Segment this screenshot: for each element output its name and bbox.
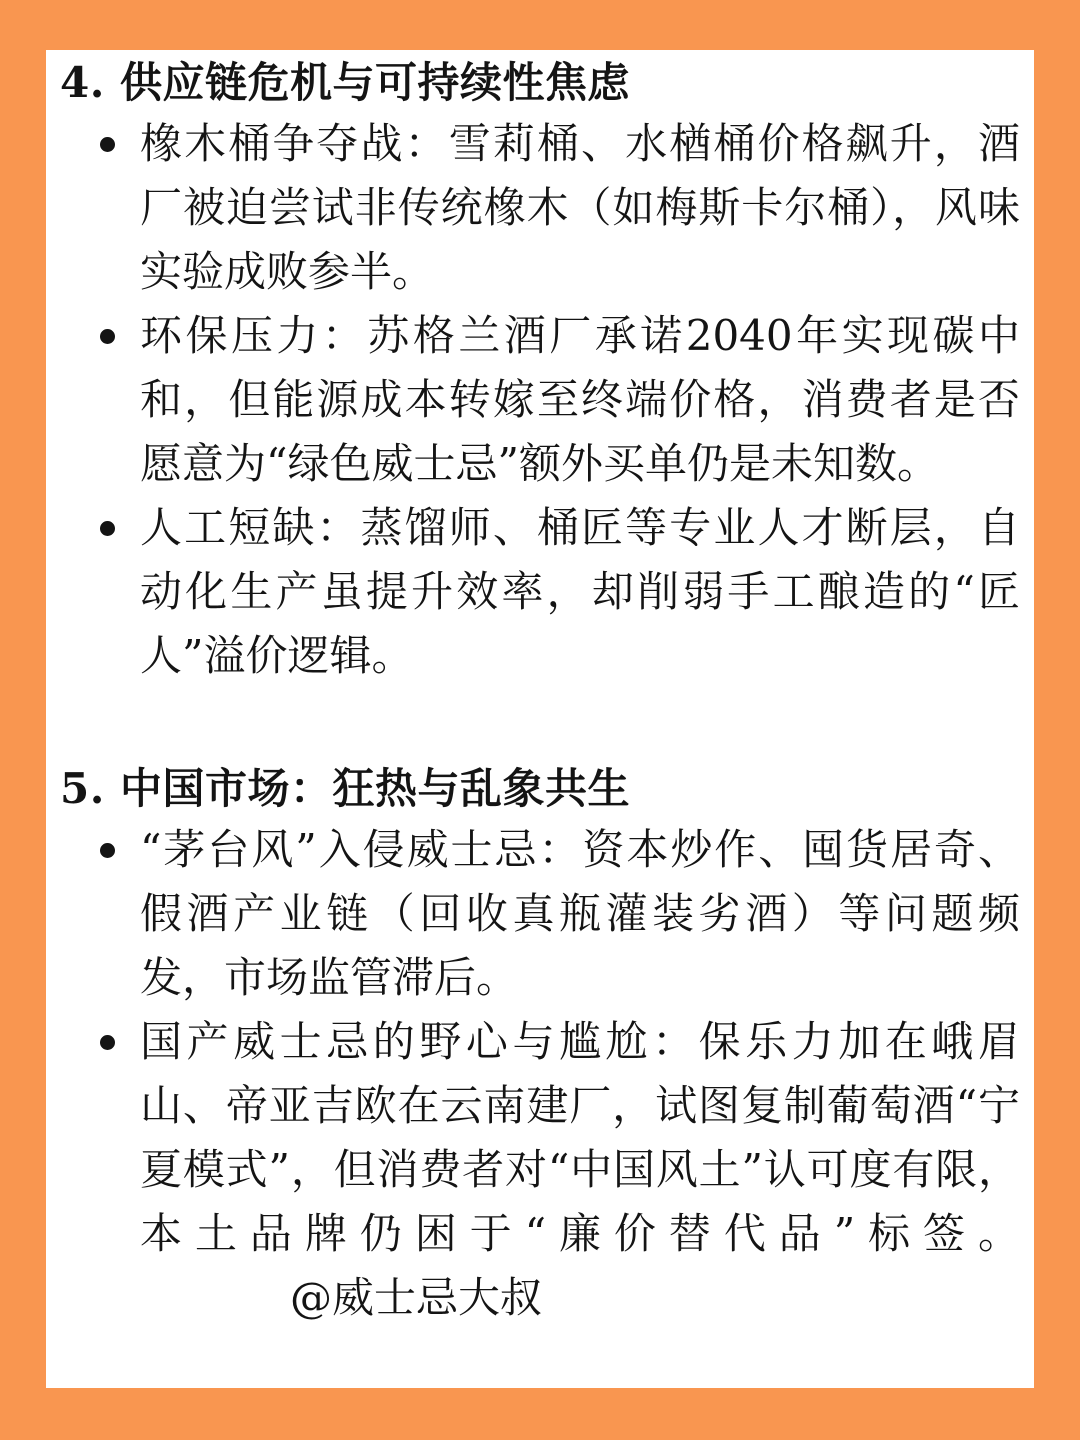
list-item-text: 橡木桶争夺战：雪莉桶、水楢桶价格飙升，酒厂被迫尝试非传统橡木（如梅斯卡尔桶），风味实验成败参半。 [140,119,1020,296]
list-item-text: 环保压力：苏格兰酒厂承诺2040年实现碳中和，但能源成本转嫁至终端价格，消费者是否愿意为“绿色威士忌”额外买单仍是未知数。 [140,311,1020,488]
article-body [60,54,1020,1330]
list-item-domestic-whisky [60,1010,1020,1330]
bullet-dot-icon [100,843,115,858]
list-item-text: “茅台风”入侵威士忌：资本炒作、囤货居奇、假酒产业链（回收真瓶灌装劣酒）等问题频发，市场监管滞后。 [140,825,1020,1002]
bullet-dot-icon [100,137,115,152]
author-signature: @威士忌大叔 [290,1273,543,1322]
bullet-dot-icon [100,521,115,536]
section-spacer [60,688,1020,760]
list-item-text: 国产威士忌的野心与尴尬：保乐力加在峨眉山、帝亚吉欧在云南建厂，试图复制葡萄酒“宁夏模式”，但消费者对“中国风土”认可度有限，本土品牌仍困于“廉价替代品”标签。 [140,1017,1020,1258]
section-heading-supply-chain: 4. 供应链危机与可持续性焦虑 [60,58,630,107]
bullet-dot-icon [100,1035,115,1050]
section-heading-china-market: 5. 中国市场：狂热与乱象共生 [60,764,630,813]
content-card [46,50,1034,1388]
list-item-oak-cask [60,112,1020,304]
list-item-speculation [60,818,1020,1010]
china-market-list [60,818,1020,1330]
supply-chain-list [60,112,1020,688]
list-item-environment [60,304,1020,496]
list-item-text: 人工短缺：蒸馏师、桶匠等专业人才断层，自动化生产虽提升效率，却削弱手工酿造的“匠人”溢价逻辑。 [140,503,1020,680]
bullet-dot-icon [100,329,115,344]
list-item-labor-shortage [60,496,1020,688]
